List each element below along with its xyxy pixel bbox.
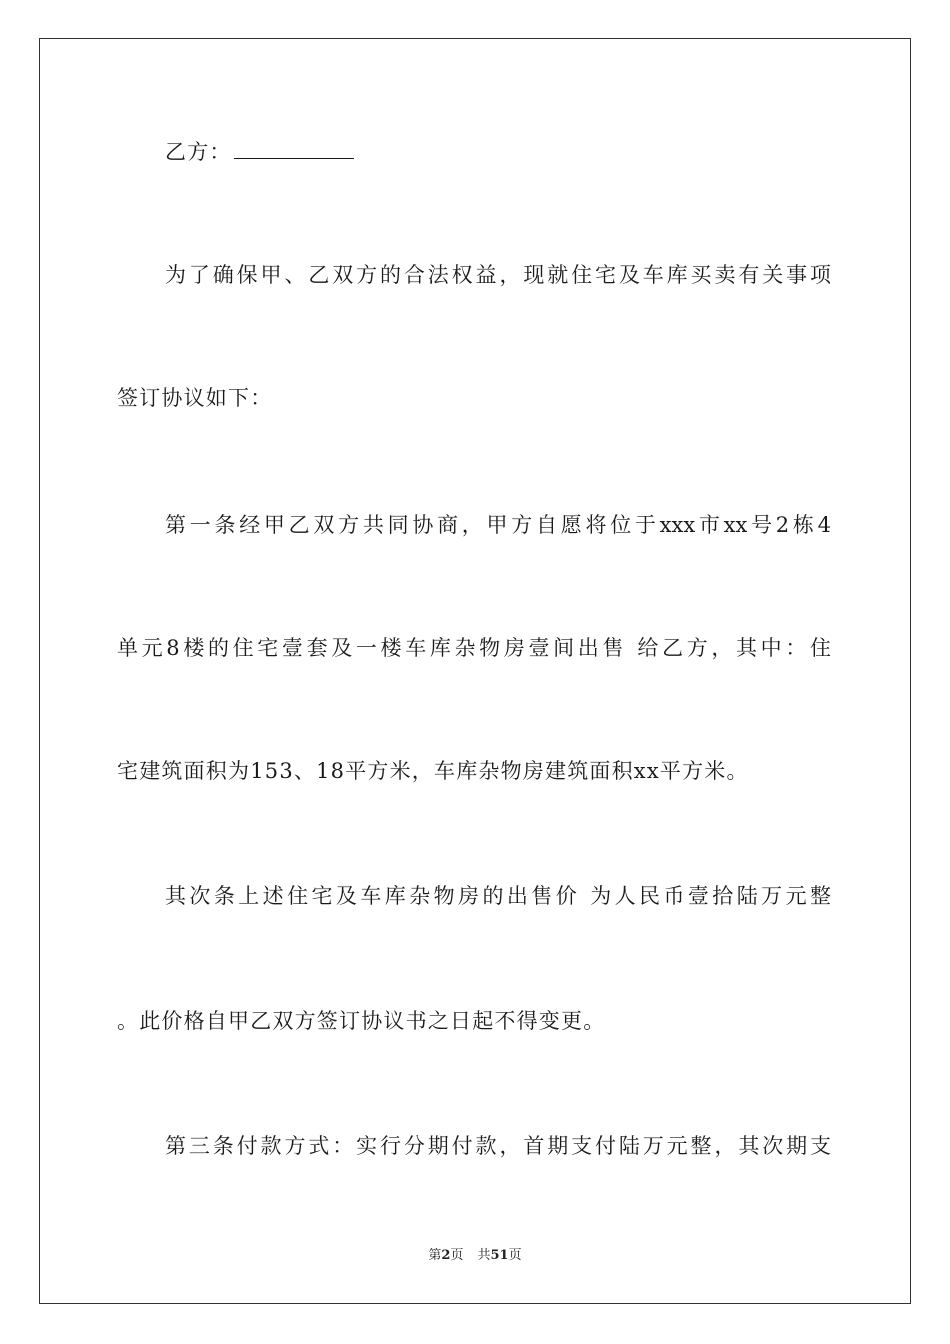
footer-page-total: 51	[490, 1248, 509, 1263]
footer-total-prefix: 共	[477, 1248, 491, 1263]
party-b-label: 乙方：	[165, 140, 232, 164]
article-2-line-1: 其次条上述住宅及车库杂物房的出售价 为人民币壹拾陆万元整	[165, 884, 831, 908]
footer-total-suffix: 页	[508, 1248, 522, 1263]
footer-page-prefix: 第	[428, 1248, 442, 1263]
article-1-line-3: 宅建筑面积为153、18平方米，车库杂物房建筑面积xx平方米。	[117, 759, 749, 783]
article-3-line-1: 第三条付款方式：实行分期付款，首期支付陆万元整，其次期支	[165, 1134, 831, 1158]
page-border	[39, 38, 911, 1304]
article-1-line-2: 单元8楼的住宅壹套及一楼车库杂物房壹间出售 给乙方，其中：住	[117, 636, 831, 660]
paragraph-line-1: 为了确保甲、乙双方的合法权益，现就住宅及车库买卖有关事项	[165, 263, 831, 287]
article-2-line-2: 。此价格自甲乙双方签订协议书之日起不得变更。	[117, 1009, 606, 1033]
footer-page-suffix: 页	[450, 1248, 464, 1263]
page-footer	[0, 1247, 950, 1265]
footer-page-current: 2	[441, 1248, 451, 1263]
article-1-line-1: 第一条经甲乙双方共同协商，甲方自愿将位于xxx市xx号2栋4	[165, 513, 831, 537]
party-b-line	[165, 138, 354, 166]
paragraph-line-2: 签订协议如下：	[117, 386, 273, 410]
party-b-blank	[234, 140, 354, 159]
